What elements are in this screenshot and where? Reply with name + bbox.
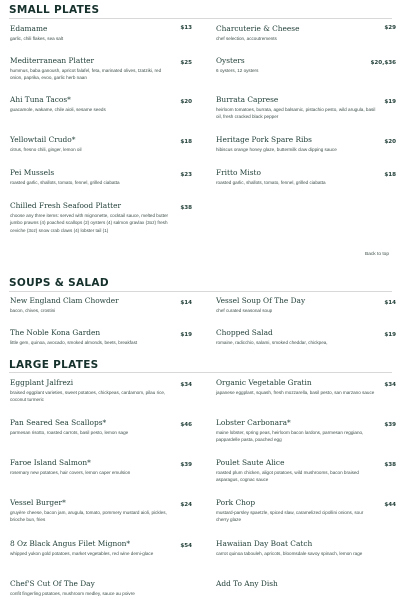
item-desc: bacon, chives, crostini — [10, 308, 56, 313]
section-title-large-plates: LARGE PLATES — [9, 359, 99, 371]
item-price: $34 — [180, 382, 192, 388]
item-name: Chef'S Cut Of The Day — [10, 579, 95, 588]
divider — [9, 291, 392, 292]
item-price: $18 — [384, 172, 396, 178]
item-desc: garlic, chili flakes, sea salt — [10, 36, 64, 41]
item-price: $46 — [180, 422, 192, 428]
divider — [9, 18, 392, 19]
item-desc: citrus, fresno chili, ginger, lemon oil — [10, 147, 82, 152]
item-price: $19 — [180, 332, 192, 338]
item-name: Vessel Soup Of The Day — [216, 296, 306, 305]
item-price: $23 — [180, 172, 192, 178]
item-price: $14 — [384, 300, 396, 306]
item-price: $19 — [384, 332, 396, 338]
item-name: Yellowtail Crudo* — [10, 135, 76, 144]
item-desc: romaine, radicchio, salami, smoked cheddar, chickpea, — [216, 340, 328, 345]
item-name: Organic Vegetable Gratin — [216, 378, 312, 387]
divider — [9, 372, 392, 373]
item-price: $29 — [384, 25, 396, 31]
item-desc: rosemary new potatoes, hair covers, lemon caper emulsion — [10, 470, 131, 475]
item-name: Poulet Saute Alice — [216, 458, 285, 467]
item-name: Chopped Salad — [216, 328, 273, 337]
item-price: $44 — [384, 502, 396, 508]
item-desc: carrot quinoa tabouleh, apricots, bloomsdale savoy spinach, lemon rage — [216, 551, 363, 556]
item-desc: maine lobster, spring peas, heirloom bacon lardons, parmesan reggiano, pappardelle pasta, poached egg — [216, 430, 364, 443]
item-price: $13 — [180, 25, 192, 31]
item-price: $20,$36 — [370, 60, 396, 66]
item-price: $38 — [180, 205, 192, 211]
item-desc: mustard-parsley spaetzle, spiced slaw, caramelized cipollini onions, sour cherry glaze — [216, 510, 364, 523]
item-name: Faroe Island Salmon* — [10, 458, 91, 467]
item-price: $54 — [180, 543, 192, 549]
item-name: Pork Chop — [216, 498, 256, 507]
item-desc: braised eggplant varieties, sweet potatoes, chickpeas, cardamom, pilau rice, coconut turmeric — [10, 390, 166, 403]
item-desc: japanese eggplant, squash, fresh mozzarella, basil pesto, san marzano sauce — [216, 390, 375, 395]
item-name: Eggplant Jalfrezi — [10, 378, 74, 387]
item-price: $20 — [384, 139, 396, 145]
item-name: New England Clam Chowder — [10, 296, 119, 305]
section-title-small-plates: SMALL PLATES — [9, 4, 100, 16]
item-price: $19 — [384, 99, 396, 105]
item-desc: chef selection, accoutrements — [216, 36, 277, 41]
item-price: $34 — [384, 382, 396, 388]
item-price: $18 — [180, 139, 192, 145]
item-name: Pan Seared Sea Scallops* — [10, 418, 107, 427]
item-desc: roasted plum chicken, aligot potatoes, wild mushrooms, bacon braised asparagus, cognac sauce — [216, 470, 359, 483]
item-name: Hawaiian Day Boat Catch — [216, 539, 313, 548]
item-name: The Noble Kona Garden — [10, 328, 101, 337]
item-name: Chilled Fresh Seafood Platter — [10, 201, 122, 210]
item-price: $39 — [180, 462, 192, 468]
item-desc: parmesan risotto, roasted carrots, basil pesto, lemon sage — [10, 430, 129, 435]
item-desc: 6 oysters, 12 oysters — [216, 68, 259, 73]
item-desc: little gem, quinoa, avocado, smoked almonds, beets, breakfast — [10, 340, 138, 345]
item-price: $38 — [384, 462, 396, 468]
item-desc: guacamole, wakame, chile aioli, sesame seeds — [10, 107, 106, 112]
item-name: Heritage Pork Spare Ribs — [216, 135, 312, 144]
item-name: Vessel Burger* — [10, 498, 66, 507]
item-price: $39 — [384, 422, 396, 428]
section-title-soups-salad: SOUPS & SALAD — [9, 277, 109, 289]
back-to-top-link[interactable]: Back to top — [365, 252, 389, 257]
item-desc: confit fingerling potatoes, mushroom medley, sauce au poivre — [10, 591, 135, 596]
item-name: 8 Oz Black Angus Filet Mignon* — [10, 539, 131, 548]
item-desc: hibiscus orange honey glaze, buttermilk claw dipping sauce — [216, 147, 337, 152]
item-desc: whipped yukon gold potatoes, market vegetables, red wine demi-glace — [10, 551, 154, 556]
item-name: Add To Any Dish — [216, 579, 278, 588]
item-name: Charcuterie & Cheese — [216, 24, 300, 33]
item-name: Fritto Misto — [216, 168, 261, 177]
item-name: Pei Mussels — [10, 168, 55, 177]
item-price: $14 — [180, 300, 192, 306]
item-desc: roasted garlic, shallots, tomato, fennel, grilled ciabatta — [216, 180, 326, 185]
item-name: Oysters — [216, 56, 245, 65]
item-price: $24 — [180, 502, 192, 508]
item-desc: chef curated seasonal soup — [216, 308, 273, 313]
item-desc: roasted garlic, shallots, tomato, fennel, grilled ciabatta — [10, 180, 120, 185]
item-desc: hummus, baba ganoush, apricot falafel, feta, marinated olives, tzatziki, red onion, paprika, evoo, garlic herb naan — [10, 68, 162, 81]
item-name: Burrata Caprese — [216, 95, 279, 104]
item-price: $25 — [180, 60, 192, 66]
item-desc: heirloom tomatoes, burrata, aged balsamic, pistachio pesto, wild arugula, basil oil, fresh cracked black pepper — [216, 107, 376, 120]
item-name: Edamame — [10, 24, 48, 33]
item-desc: gruyère cheese, bacon jam, arugula, tomato, pommery mustard aioli, pickles, brioche bun, fries — [10, 510, 167, 523]
item-name: Ahi Tuna Tacos* — [10, 95, 71, 104]
item-name: Mediterranean Platter — [10, 56, 95, 65]
item-price: $20 — [180, 99, 192, 105]
item-desc: choose any three items: served with mignonette, cocktail sauce, melted butter jumbo prawns (4) poached scallops (2) oysters (4) salmon gravlax (3oz) fresh ceviche (3oz) snow crab claws (4) lobster tail (1) — [10, 213, 169, 233]
item-name: Lobster Carbonara* — [216, 418, 291, 427]
